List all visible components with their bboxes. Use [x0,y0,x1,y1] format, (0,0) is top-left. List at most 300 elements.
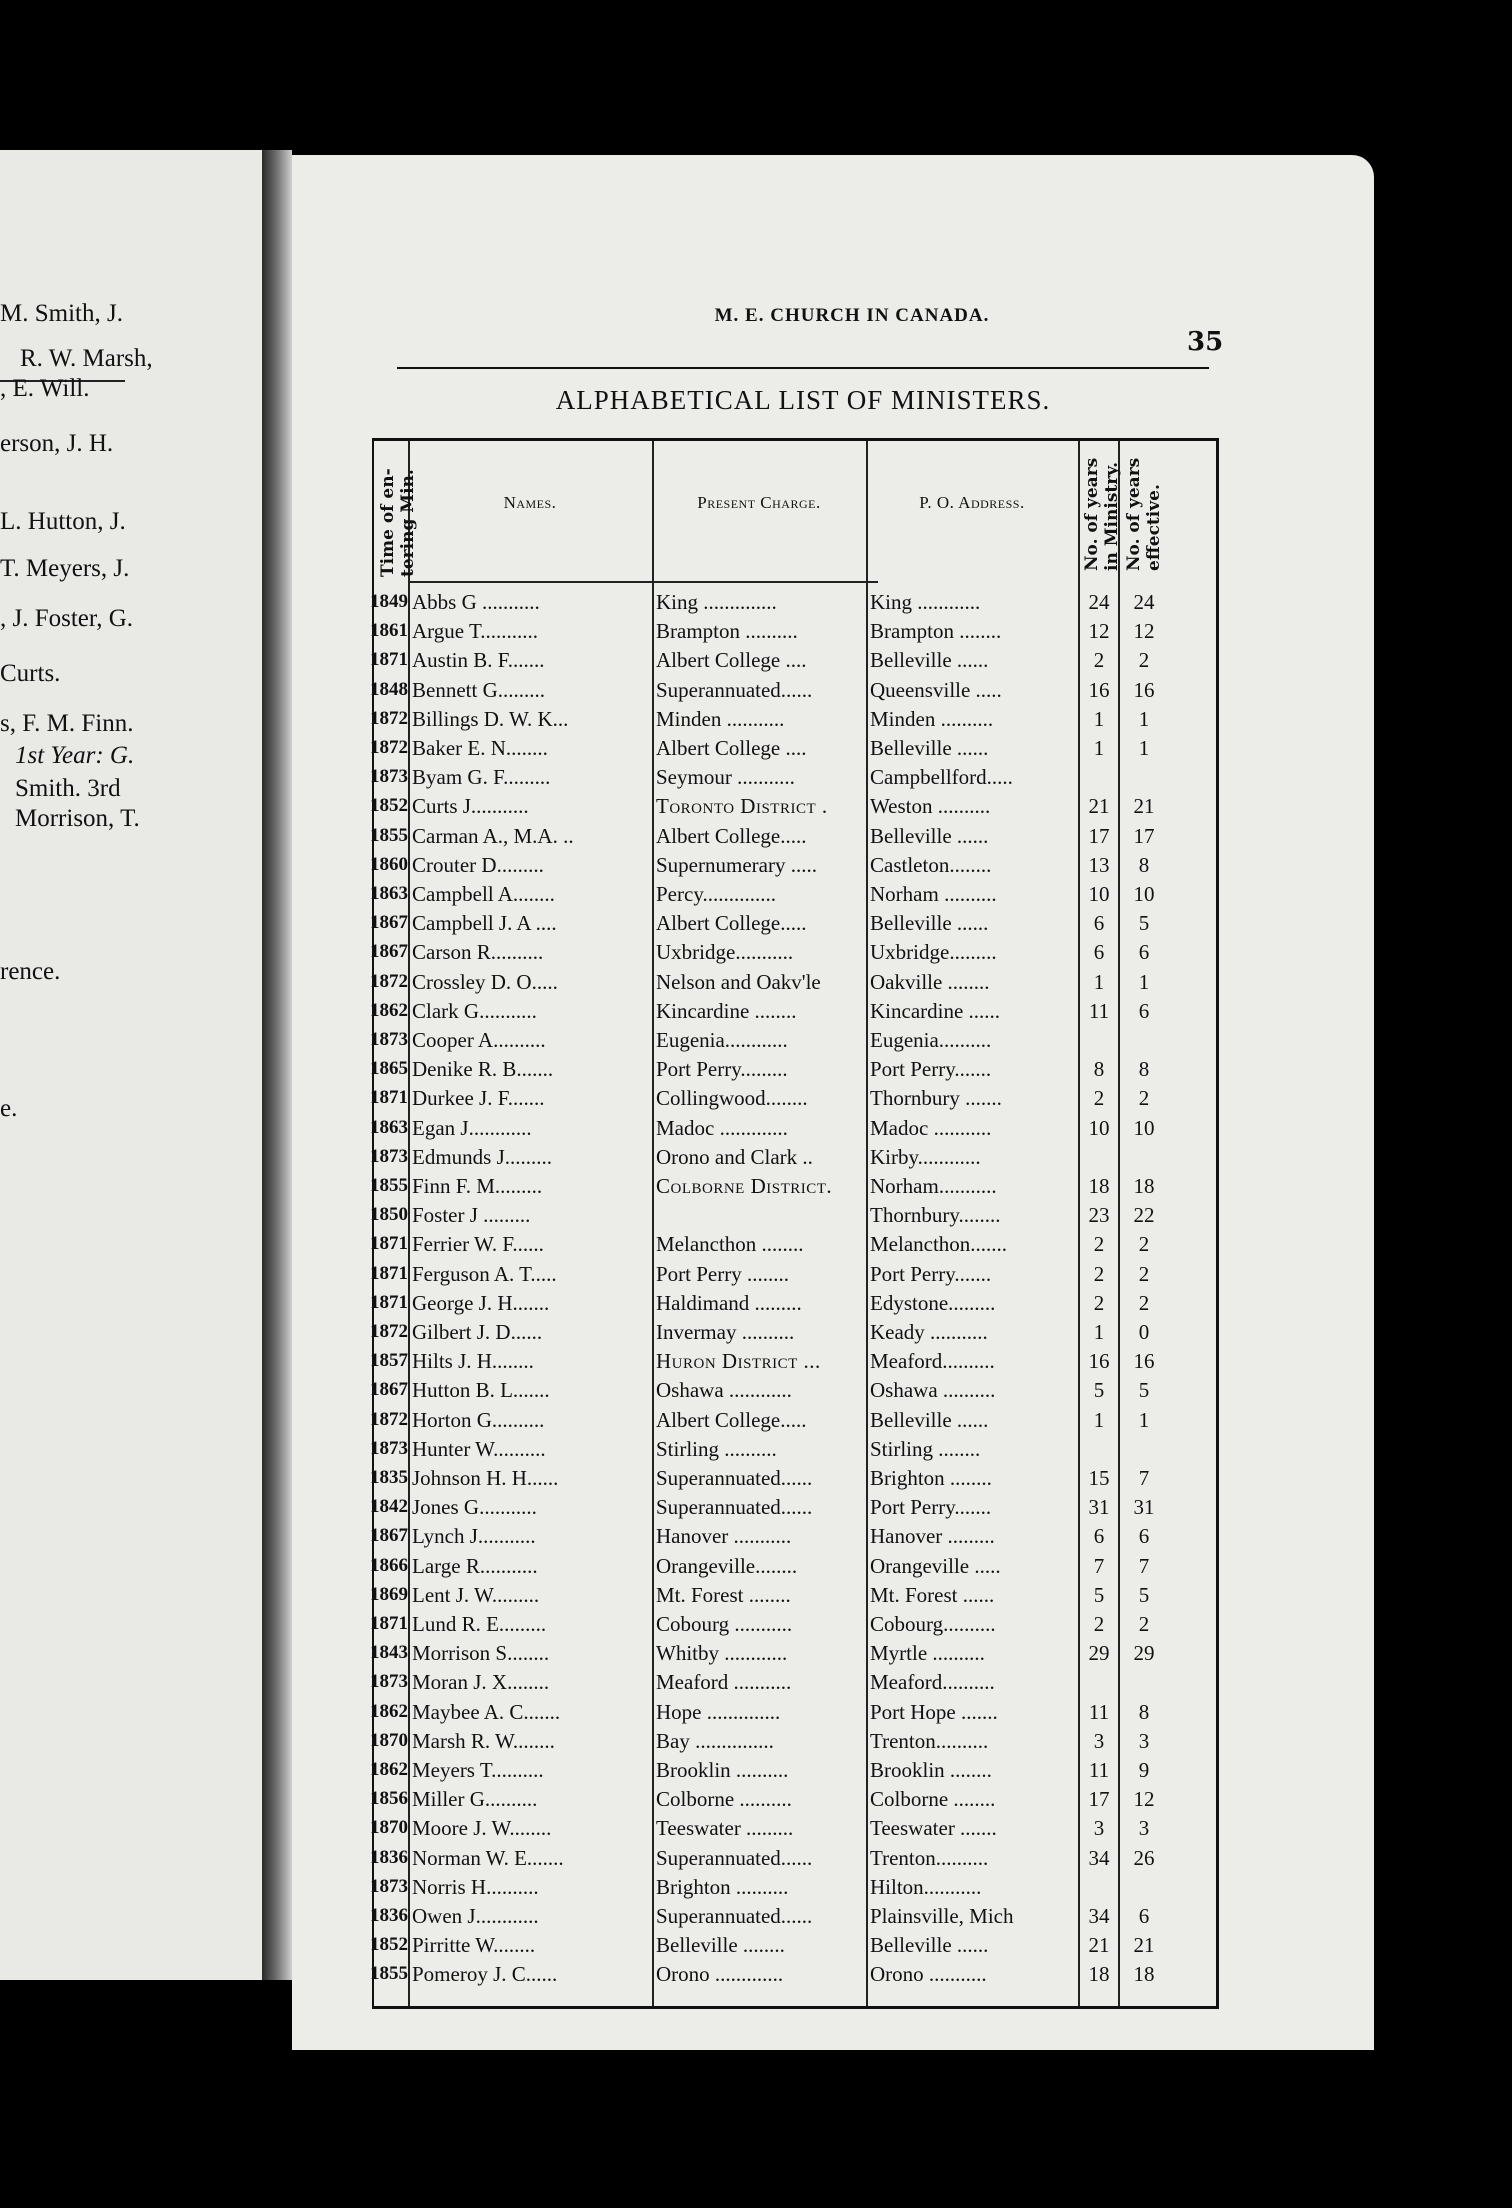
row-years-ministry: 2 [1093,1232,1105,1257]
row-charge: Brighton .......... [656,1874,789,1899]
row-year: 1869 [370,1583,408,1605]
row-name: Miller G.......... [412,1787,538,1812]
row-name: Crouter D......... [412,852,544,877]
row-name: Finn F. M......... [412,1174,543,1198]
row-charge: Haldimand ......... [656,1290,802,1315]
row-year: 1873 [370,766,408,788]
row-name: Austin B. F....... [412,648,545,673]
row-years-ministry: 5 [1093,1582,1105,1607]
row-name: Meyers T.......... [412,1758,544,1782]
row-years-ministry: 16 [1088,1349,1110,1374]
row-year: 1873 [370,1875,408,1897]
row-years-ministry: 29 [1088,1641,1110,1666]
row-charge: Albert College..... [656,911,807,936]
row-years-effective: 12 [1133,1787,1155,1812]
header-names-text: Names. [503,493,557,512]
row-years-effective: 10 [1133,882,1155,906]
row-charge: Eugenia............ [656,1028,788,1052]
row-year: 1836 [370,1905,408,1926]
table-row [370,1757,1216,1783]
table-row [370,1144,1216,1170]
row-name: Norman W. E....... [412,1845,564,1870]
row-address: Teeswater ....... [870,1816,997,1841]
row-address: Edystone......... [870,1290,996,1315]
row-name: Clark G........... [412,998,537,1023]
header-charge [654,493,864,513]
left-text-line: s, F. M. Finn. [0,710,134,737]
header-charge-text: Present Charge. [697,493,821,512]
table-row [370,764,1216,790]
row-name: Bennett G......... [412,677,545,702]
row-charge: Meaford ........... [656,1670,792,1695]
row-year: 1872 [370,737,408,758]
row-year: 1863 [370,883,408,904]
row-year: 1866 [370,1554,408,1576]
row-name: George J. H....... [412,1290,550,1315]
row-name: Egan J............ [412,1115,532,1140]
row-address: Cobourg.......... [870,1612,996,1636]
table-row [370,910,1216,936]
row-charge: Hope .............. [656,1699,781,1724]
row-year: 1856 [370,1788,408,1810]
page-number: 35 [1187,327,1224,357]
row-year: 1872 [370,1321,408,1342]
row-year: 1870 [370,1729,408,1751]
row-years-ministry: 1 [1093,1320,1105,1344]
row-name: Curts J........... [412,794,529,819]
row-address: Belleville ...... [870,648,989,673]
row-years-effective: 1 [1138,736,1150,760]
table-row [370,647,1216,673]
table-row [370,1202,1216,1228]
row-years-ministry: 24 [1088,590,1110,614]
book-gutter [262,150,292,1980]
row-address: Plainsville, Mich [870,1904,1014,1928]
row-charge: Madoc ............. [656,1115,788,1140]
table-row [370,1348,1216,1374]
row-year: 1857 [370,1350,408,1372]
table-row [370,998,1216,1024]
row-address: Port Perry....... [870,1057,992,1082]
row-charge: Stirling .......... [656,1436,777,1461]
row-charge: Collingwood........ [656,1086,808,1111]
running-head: M. E. CHURCH IN CANADA. [714,305,990,326]
row-years-effective: 12 [1133,619,1155,644]
table-row [370,1961,1216,1987]
row-address: Minden .......... [870,706,994,731]
row-charge: Bay ............... [656,1728,774,1753]
row-years-ministry: 31 [1088,1495,1110,1520]
left-page-fragment [0,150,270,1980]
table-row [370,618,1216,644]
row-years-ministry: 1 [1093,969,1105,994]
table-row [370,1669,1216,1695]
row-address: Eugenia.......... [870,1028,992,1052]
row-year: 1863 [370,1116,408,1138]
row-years-ministry: 17 [1088,1787,1110,1812]
row-year: 1852 [370,795,408,817]
row-name: Lynch J........... [412,1524,536,1549]
row-years-effective: 18 [1133,1174,1155,1198]
row-years-ministry: 6 [1093,1524,1105,1549]
row-charge: Brampton .......... [656,619,798,644]
row-year: 1862 [370,1700,408,1722]
row-name: Pomeroy J. C...... [412,1962,558,1987]
row-charge: Uxbridge........... [656,940,794,965]
row-charge: Minden ........... [656,706,785,731]
row-name: Carman A., M.A. .. [412,823,574,848]
row-years-ministry: 2 [1093,1261,1105,1286]
row-year: 1855 [370,1963,408,1985]
row-name: Denike R. B....... [412,1057,554,1082]
left-text-line: erson, J. H. [0,430,114,457]
row-name: Edmunds J......... [412,1144,553,1169]
row-year: 1855 [370,824,408,846]
row-years-ministry: 1 [1093,706,1105,731]
row-years-effective: 6 [1138,998,1150,1023]
row-year: 1871 [370,1613,408,1634]
ministers-table [372,438,1219,2009]
row-charge: Invermay .......... [656,1320,795,1344]
left-text-line: 1st Year: G. [15,742,135,769]
row-charge: Whitby ............ [656,1641,788,1666]
table-row [370,1815,1216,1841]
row-years-effective: 10 [1133,1115,1155,1140]
header-names [410,493,650,513]
row-name: Norris H.......... [412,1874,539,1899]
table-row [370,1290,1216,1316]
row-name: Crossley D. O..... [412,969,558,994]
row-charge: Port Perry......... [656,1057,788,1082]
left-text-line: , E. Will. [0,375,90,402]
row-address: Uxbridge......... [870,940,997,965]
row-name: Durkee J. F....... [412,1086,545,1111]
row-name: Gilbert J. D...... [412,1320,543,1344]
row-name: Moran J. X........ [412,1670,550,1695]
row-year: 1872 [370,1408,408,1430]
row-years-ministry: 16 [1088,677,1110,702]
row-address: Orangeville ..... [870,1553,1001,1578]
table-row [370,1728,1216,1754]
row-year: 1872 [370,970,408,992]
row-year: 1862 [370,1759,408,1780]
row-address: Castleton........ [870,852,992,877]
left-text-line: M. Smith, J. [0,300,123,327]
list-title: ALPHABETICAL LIST OF MINISTERS. [555,385,1051,415]
row-address: Oshawa .......... [870,1378,996,1403]
row-years-ministry: 2 [1093,648,1105,673]
row-address: Queensville ..... [870,677,1002,702]
table-row [370,881,1216,907]
table-row [370,706,1216,732]
table-row [370,1523,1216,1549]
row-charge: Nelson and Oakv'le [656,969,821,994]
row-name: Pirritte W........ [412,1933,536,1958]
row-year: 1867 [370,941,408,963]
row-years-effective: 1 [1138,1407,1150,1432]
row-year: 1848 [370,678,408,700]
row-years-effective: 31 [1133,1495,1155,1520]
table-row [370,1115,1216,1141]
row-name: Owen J............ [412,1904,539,1928]
row-charge: Melancthon ........ [656,1232,804,1257]
row-charge: Orono and Clark .. [656,1144,813,1169]
row-name: Horton G.......... [412,1407,545,1432]
row-years-ministry: 15 [1088,1466,1110,1490]
row-address: Campbellford..... [870,765,1013,790]
row-years-effective: 16 [1133,1349,1155,1374]
row-name: Moore J. W........ [412,1816,552,1841]
row-charge: Superannuated...... [656,1845,813,1870]
row-address: Orono ........... [870,1962,987,1987]
row-charge: Albert College..... [656,1407,807,1432]
row-address: Port Perry....... [870,1261,992,1286]
row-year: 1873 [370,1671,408,1693]
table-row [370,1436,1216,1462]
row-name: Billings D. W. K... [412,706,569,731]
row-years-ministry: 17 [1088,823,1110,848]
row-charge: Albert College .... [656,736,807,760]
row-years-effective: 5 [1138,1378,1150,1403]
table-row [370,1494,1216,1520]
row-charge: Teeswater ......... [656,1816,794,1841]
row-charge: Supernumerary ..... [656,852,817,877]
row-years-effective: 8 [1138,852,1150,877]
row-address: Kirby............ [870,1144,981,1169]
row-years-ministry: 10 [1088,882,1110,906]
row-name: Campbell J. A .... [412,911,557,936]
row-years-ministry: 12 [1088,619,1110,644]
row-years-effective: 24 [1133,590,1155,614]
table-row [370,589,1216,615]
row-years-effective: 8 [1138,1699,1150,1724]
row-years-effective: 29 [1133,1641,1155,1666]
left-text-line: Morrison, T. [15,805,140,832]
row-years-ministry: 18 [1088,1174,1110,1198]
row-year: 1867 [370,1379,408,1401]
row-name: Hutton B. L....... [412,1378,550,1403]
row-years-effective: 21 [1133,794,1155,819]
row-charge: Cobourg ........... [656,1612,793,1636]
row-years-effective: 1 [1138,706,1150,731]
row-year: 1850 [370,1204,408,1226]
row-address: Belleville ...... [870,1407,989,1432]
row-years-ministry: 5 [1093,1378,1105,1403]
left-text-line: e. [0,1095,18,1122]
row-year: 1873 [370,1145,408,1167]
row-year: 1867 [370,912,408,934]
row-years-ministry: 8 [1093,1057,1105,1082]
table-row [370,1699,1216,1725]
row-year: 1843 [370,1642,408,1664]
row-years-ministry: 3 [1093,1816,1105,1841]
table-row [370,1582,1216,1608]
row-charge: Superannuated...... [656,1466,813,1490]
row-years-ministry: 2 [1093,1612,1105,1636]
row-year: 1873 [370,1029,408,1050]
row-name: Carson R.......... [412,940,544,965]
row-address: Brighton ........ [870,1466,992,1490]
row-address: Brooklin ........ [870,1758,992,1782]
row-name: Maybee A. C....... [412,1699,561,1724]
row-address: Myrtle .......... [870,1641,985,1666]
row-year: 1842 [370,1496,408,1518]
left-text-line: L. Hutton, J. [0,508,126,535]
row-name: Lent J. W......... [412,1582,540,1607]
row-years-effective: 22 [1133,1203,1155,1228]
row-name: Hunter W.......... [412,1436,546,1461]
row-address: Brampton ........ [870,619,1002,644]
row-years-ministry: 6 [1093,911,1105,936]
row-charge: Percy.............. [656,882,776,906]
row-years-ministry: 3 [1093,1728,1105,1753]
row-charge: Superannuated...... [656,1495,813,1520]
header-years-effective: No. of years effective. [1124,457,1164,571]
table-row [370,1903,1216,1929]
row-address: Madoc ........... [870,1115,992,1140]
row-charge: Kincardine ........ [656,998,797,1023]
row-years-effective: 17 [1133,823,1155,848]
row-years-ministry: 2 [1093,1290,1105,1315]
row-name: Baker E. N........ [412,736,548,760]
row-years-effective: 9 [1138,1758,1150,1782]
row-charge: Port Perry ........ [656,1261,789,1286]
left-text-line: T. Meyers, J. [0,555,130,582]
row-address: Colborne ........ [870,1787,996,1812]
row-year: 1861 [370,620,408,642]
row-years-ministry: 1 [1093,736,1105,760]
row-address: Belleville ...... [870,911,989,936]
row-address: Hanover ......... [870,1524,995,1549]
table-row [370,1085,1216,1111]
row-address: Belleville ...... [870,1933,989,1958]
table-row [370,1377,1216,1403]
row-name: Campbell A........ [412,882,555,906]
table-row [370,1465,1216,1491]
row-address: Port Hope ....... [870,1699,998,1724]
row-year: 1873 [370,1437,408,1459]
table-row [370,793,1216,819]
row-years-effective: 3 [1138,1816,1150,1841]
row-address: Kincardine ...... [870,998,1001,1023]
row-address: Port Perry....... [870,1495,992,1520]
table-row [370,1874,1216,1900]
row-years-ministry: 11 [1088,1758,1110,1782]
row-year: 1855 [370,1175,408,1196]
row-years-ministry: 23 [1088,1203,1110,1228]
row-name: Hilts J. H........ [412,1349,534,1374]
row-years-effective: 3 [1138,1728,1150,1753]
right-page [292,155,1374,2050]
table-row [370,969,1216,995]
row-year: 1871 [370,649,408,671]
row-years-effective: 6 [1138,940,1150,965]
row-charge: Orangeville........ [656,1553,798,1578]
row-name: Foster J ......... [412,1203,531,1228]
table-row [370,1640,1216,1666]
left-text-line: Curts. [0,660,61,687]
row-charge: Brooklin .......... [656,1758,789,1782]
row-charge: Superannuated...... [656,677,813,702]
row-address: Mt. Forest ...... [870,1582,995,1607]
left-text-line: Smith. 3rd [15,775,121,802]
row-name: Lund R. E......... [412,1612,547,1636]
row-years-ministry: 10 [1088,1115,1110,1140]
row-address: Melancthon....... [870,1232,1008,1257]
row-address: Norham........... [870,1174,997,1198]
row-year: 1871 [370,1262,408,1284]
row-charge: Colborne District. [656,1174,833,1198]
row-years-ministry: 34 [1088,1904,1110,1928]
row-years-effective: 26 [1133,1845,1155,1870]
row-year: 1849 [370,591,408,612]
row-name: Cooper A.......... [412,1028,546,1052]
row-charge: Hanover ........... [656,1524,792,1549]
table-row [370,1261,1216,1287]
row-years-ministry: 21 [1088,794,1110,819]
row-charge: Toronto District . [656,794,828,819]
row-charge: King .............. [656,590,777,614]
row-name: Large R........... [412,1553,538,1578]
row-name: Argue T........... [412,619,538,644]
row-address: King ............ [870,590,981,614]
row-name: Johnson H. H...... [412,1466,559,1490]
row-charge: Belleville ........ [656,1933,785,1958]
header-address [868,493,1076,513]
row-years-ministry: 2 [1093,1086,1105,1111]
table-row [370,1056,1216,1082]
row-years-effective: 2 [1138,1290,1150,1315]
row-years-ministry: 18 [1088,1962,1110,1987]
row-years-effective: 6 [1138,1904,1150,1928]
row-address: Thornbury ....... [870,1086,1002,1111]
row-name: Byam G. F......... [412,765,551,790]
left-text-line: , J. Foster, G. [0,605,134,632]
table-row [370,1553,1216,1579]
row-years-ministry: 13 [1088,852,1110,877]
row-year: 1871 [370,1087,408,1109]
row-years-effective: 2 [1138,1086,1150,1111]
row-years-effective: 1 [1138,969,1150,994]
row-years-effective: 2 [1138,1232,1150,1257]
row-address: Belleville ...... [870,736,989,760]
header-address-text: P. O. Address. [919,493,1025,512]
row-years-effective: 2 [1138,1261,1150,1286]
row-address: Hilton........... [870,1874,982,1899]
row-years-effective: 7 [1138,1553,1150,1578]
table-row [370,1611,1216,1637]
row-years-effective: 18 [1133,1962,1155,1987]
table-row [370,1786,1216,1812]
table-row [370,939,1216,965]
row-address: Meaford.......... [870,1349,995,1374]
row-years-effective: 21 [1133,1933,1155,1958]
header-rule [408,581,878,583]
row-year: 1872 [370,707,408,729]
row-year: 1860 [370,853,408,875]
row-charge: Superannuated...... [656,1904,813,1928]
row-charge: Seymour ........... [656,765,795,790]
row-years-ministry: 11 [1088,998,1110,1023]
row-charge: Oshawa ............ [656,1378,792,1403]
row-charge: Orono ............. [656,1962,784,1987]
row-name: Morrison S........ [412,1641,550,1666]
row-years-effective: 16 [1133,677,1155,702]
row-years-ministry: 6 [1093,940,1105,965]
table-row [370,1027,1216,1053]
row-years-effective: 7 [1138,1466,1150,1490]
row-name: Abbs G ........... [412,590,540,614]
